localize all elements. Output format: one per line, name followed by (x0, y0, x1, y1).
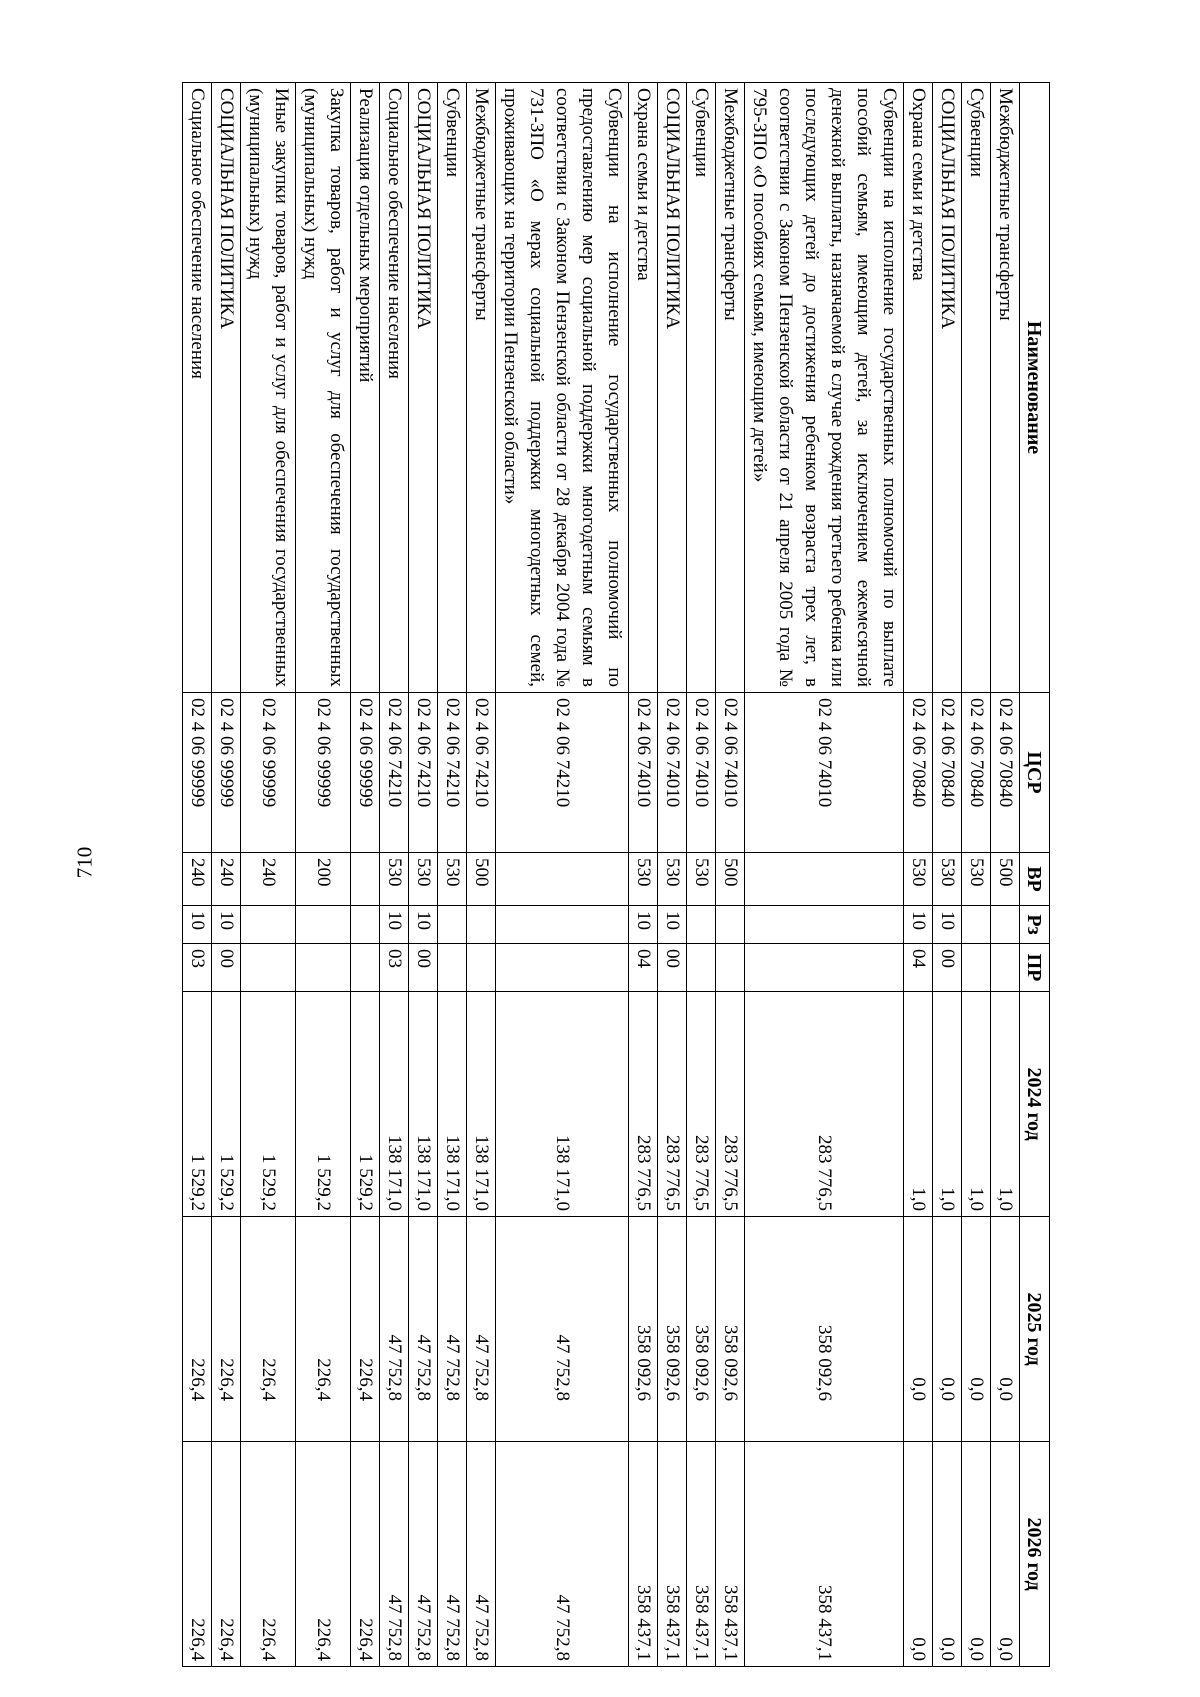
cell-vr: 530 (438, 853, 467, 906)
cell-rz: 10 (409, 906, 438, 944)
cell-y2026: 0,0 (904, 1442, 933, 1667)
table-row (658, 83, 687, 1667)
cell-rz: 10 (904, 906, 933, 944)
table-row (687, 83, 716, 1667)
cell-y2026: 0,0 (933, 1442, 962, 1667)
cell-name: Субвенции на исполнение государственных полномочий по выплате пособий семьям, имеющим детей, за исключением ежемесячной денежной выплаты, назначаемой в случае рождения третьего ребенка или последующих детей до достижения ребенком возраста трех лет, в соответствии с Законом Пензенской области от 21 апреля 2005 года № 795-ЗПО «О пособиях семьям, имеющим детей» (745, 83, 904, 693)
cell-csr: 02 4 06 74210 (380, 693, 409, 853)
cell-y2026: 226,4 (183, 1442, 212, 1667)
cell-y2024: 1 529,2 (183, 992, 212, 1217)
cell-y2024: 1,0 (933, 992, 962, 1217)
cell-csr: 02 4 06 74010 (629, 693, 658, 853)
cell-vr: 530 (658, 853, 687, 906)
cell-vr: 530 (687, 853, 716, 906)
table-row (904, 83, 933, 1667)
cell-vr: 530 (933, 853, 962, 906)
cell-y2025: 47 752,8 (380, 1217, 409, 1442)
budget-table (182, 82, 1050, 1667)
cell-pr: 04 (904, 944, 933, 992)
table-row (991, 83, 1020, 1667)
cell-name: СОЦИАЛЬНАЯ ПОЛИТИКА (212, 83, 241, 693)
cell-rz (991, 906, 1020, 944)
cell-pr (438, 944, 467, 992)
cell-name: Закупка товаров, работ и услуг для обеспечения государственных (муниципальных) нужд (296, 83, 351, 693)
cell-rz (962, 906, 991, 944)
cell-vr: 240 (212, 853, 241, 906)
cell-csr: 02 4 06 74210 (496, 693, 629, 853)
page-number (74, 846, 96, 878)
cell-rz: 10 (629, 906, 658, 944)
table-row (467, 83, 496, 1667)
cell-rz (351, 906, 380, 944)
table-row (380, 83, 409, 1667)
cell-vr: 530 (380, 853, 409, 906)
cell-rz: 10 (380, 906, 409, 944)
cell-name: Социальное обеспечение населения (380, 83, 409, 693)
cell-pr (745, 944, 904, 992)
cell-name: Охрана семьи и детства (904, 83, 933, 693)
cell-name: Межбюджетные трансферты (467, 83, 496, 693)
table-row (296, 83, 351, 1667)
table-row (962, 83, 991, 1667)
cell-name: Реализация отдельных мероприятий (351, 83, 380, 693)
cell-rz (496, 906, 629, 944)
table-row (241, 83, 296, 1667)
col-header-csr: ЦСР (1020, 693, 1050, 853)
cell-pr (687, 944, 716, 992)
col-header-vr: ВР (1020, 853, 1050, 906)
cell-y2025: 0,0 (962, 1217, 991, 1442)
cell-name: Межбюджетные трансферты (991, 83, 1020, 693)
cell-vr: 500 (991, 853, 1020, 906)
cell-y2025: 226,4 (351, 1217, 380, 1442)
cell-name: Субвенции (438, 83, 467, 693)
cell-y2024: 138 171,0 (467, 992, 496, 1217)
cell-y2026: 358 437,1 (629, 1442, 658, 1667)
col-header-2025: 2025 год (1020, 1217, 1050, 1442)
cell-y2025: 0,0 (904, 1217, 933, 1442)
cell-pr: 00 (409, 944, 438, 992)
cell-y2024: 138 171,0 (496, 992, 629, 1217)
cell-pr: 00 (933, 944, 962, 992)
cell-y2026: 47 752,8 (409, 1442, 438, 1667)
table-row (438, 83, 467, 1667)
cell-pr (716, 944, 745, 992)
cell-y2025: 47 752,8 (467, 1217, 496, 1442)
cell-csr: 02 4 06 74210 (467, 693, 496, 853)
cell-y2024: 1,0 (991, 992, 1020, 1217)
cell-y2024: 1,0 (962, 992, 991, 1217)
cell-y2026: 226,4 (351, 1442, 380, 1667)
cell-y2026: 0,0 (962, 1442, 991, 1667)
cell-y2024: 1 529,2 (351, 992, 380, 1217)
cell-csr: 02 4 06 74010 (687, 693, 716, 853)
cell-y2024: 1 529,2 (241, 992, 296, 1217)
cell-vr: 530 (962, 853, 991, 906)
cell-rz (438, 906, 467, 944)
cell-rz (687, 906, 716, 944)
cell-y2025: 47 752,8 (409, 1217, 438, 1442)
cell-y2025: 358 092,6 (745, 1217, 904, 1442)
cell-pr: 04 (629, 944, 658, 992)
cell-csr: 02 4 06 70840 (962, 693, 991, 853)
budget-table-rotated (130, 82, 1050, 1666)
cell-vr (351, 853, 380, 906)
cell-y2026: 358 437,1 (687, 1442, 716, 1667)
cell-rz (467, 906, 496, 944)
cell-csr: 02 4 06 70840 (991, 693, 1020, 853)
cell-y2024: 138 171,0 (409, 992, 438, 1217)
cell-rz (745, 906, 904, 944)
cell-name: Субвенции на исполнение государственных полномочий по предоставлению мер социальной поддержки многодетным семьям в соответствии с Законом Пензенской области от 28 декабря 2004 года № 731-ЗПО «О мерах социальной поддержки многодетных семей, проживающих на территории Пензенской области» (496, 83, 629, 693)
cell-csr: 02 4 06 74210 (409, 693, 438, 853)
cell-rz: 10 (658, 906, 687, 944)
cell-y2024: 283 776,5 (658, 992, 687, 1217)
cell-y2026: 0,0 (991, 1442, 1020, 1667)
cell-csr: 02 4 06 74010 (658, 693, 687, 853)
cell-csr: 02 4 06 99999 (183, 693, 212, 853)
table-row (409, 83, 438, 1667)
cell-pr (241, 944, 296, 992)
cell-pr: 03 (183, 944, 212, 992)
cell-y2024: 1 529,2 (212, 992, 241, 1217)
cell-vr: 500 (467, 853, 496, 906)
cell-y2026: 358 437,1 (716, 1442, 745, 1667)
cell-y2026: 226,4 (212, 1442, 241, 1667)
cell-rz: 10 (183, 906, 212, 944)
cell-pr: 00 (212, 944, 241, 992)
table-row (183, 83, 212, 1667)
cell-csr: 02 4 06 99999 (296, 693, 351, 853)
cell-pr (296, 944, 351, 992)
cell-name: СОЦИАЛЬНАЯ ПОЛИТИКА (933, 83, 962, 693)
table-row (933, 83, 962, 1667)
cell-y2025: 226,4 (212, 1217, 241, 1442)
cell-y2025: 358 092,6 (687, 1217, 716, 1442)
cell-name: Иные закупки товаров, работ и услуг для обеспечения государственных (муниципальных) нужд (241, 83, 296, 693)
table-body (183, 83, 1020, 1667)
col-header-name: Наименование (1020, 83, 1050, 693)
cell-pr (467, 944, 496, 992)
cell-csr: 02 4 06 99999 (212, 693, 241, 853)
cell-y2026: 47 752,8 (438, 1442, 467, 1667)
col-header-2024: 2024 год (1020, 992, 1050, 1217)
cell-y2026: 47 752,8 (380, 1442, 409, 1667)
cell-y2025: 0,0 (991, 1217, 1020, 1442)
cell-csr: 02 4 06 99999 (241, 693, 296, 853)
cell-csr: 02 4 06 99999 (351, 693, 380, 853)
cell-y2024: 138 171,0 (438, 992, 467, 1217)
cell-y2024: 1,0 (904, 992, 933, 1217)
cell-pr (351, 944, 380, 992)
col-header-rz: Рз (1020, 906, 1050, 944)
cell-name: Охрана семьи и детства (629, 83, 658, 693)
col-header-2026: 2026 год (1020, 1442, 1050, 1667)
cell-pr (962, 944, 991, 992)
cell-y2024: 283 776,5 (629, 992, 658, 1217)
cell-y2026: 226,4 (296, 1442, 351, 1667)
cell-name: Субвенции (962, 83, 991, 693)
cell-y2026: 47 752,8 (496, 1442, 629, 1667)
cell-y2024: 1 529,2 (296, 992, 351, 1217)
cell-csr: 02 4 06 70840 (904, 693, 933, 853)
col-header-pr: ПР (1020, 944, 1050, 992)
table-row (629, 83, 658, 1667)
cell-y2025: 226,4 (183, 1217, 212, 1442)
cell-y2025: 226,4 (241, 1217, 296, 1442)
cell-y2025: 47 752,8 (438, 1217, 467, 1442)
cell-y2026: 226,4 (241, 1442, 296, 1667)
cell-vr: 530 (904, 853, 933, 906)
cell-name: Субвенции (687, 83, 716, 693)
cell-y2025: 358 092,6 (629, 1217, 658, 1442)
cell-rz: 10 (933, 906, 962, 944)
table-row (212, 83, 241, 1667)
cell-y2024: 283 776,5 (687, 992, 716, 1217)
cell-y2024: 283 776,5 (716, 992, 745, 1217)
cell-csr: 02 4 06 74010 (716, 693, 745, 853)
cell-csr: 02 4 06 74010 (745, 693, 904, 853)
cell-vr (496, 853, 629, 906)
cell-vr: 200 (296, 853, 351, 906)
cell-csr: 02 4 06 70840 (933, 693, 962, 853)
cell-vr: 500 (716, 853, 745, 906)
page-number-text: 710 (72, 846, 97, 878)
cell-y2024: 283 776,5 (745, 992, 904, 1217)
cell-vr (745, 853, 904, 906)
cell-y2026: 358 437,1 (745, 1442, 904, 1667)
cell-y2026: 358 437,1 (658, 1442, 687, 1667)
cell-vr: 240 (183, 853, 212, 906)
table-row (351, 83, 380, 1667)
cell-name: СОЦИАЛЬНАЯ ПОЛИТИКА (658, 83, 687, 693)
cell-pr: 03 (380, 944, 409, 992)
table-row (716, 83, 745, 1667)
table-row (745, 83, 904, 1667)
cell-pr: 00 (658, 944, 687, 992)
cell-y2024: 138 171,0 (380, 992, 409, 1217)
cell-name: Межбюджетные трансферты (716, 83, 745, 693)
cell-name: СОЦИАЛЬНАЯ ПОЛИТИКА (409, 83, 438, 693)
cell-y2025: 47 752,8 (496, 1217, 629, 1442)
cell-rz (716, 906, 745, 944)
cell-pr (991, 944, 1020, 992)
cell-rz: 10 (212, 906, 241, 944)
cell-y2026: 47 752,8 (467, 1442, 496, 1667)
cell-y2025: 358 092,6 (658, 1217, 687, 1442)
cell-vr: 530 (629, 853, 658, 906)
cell-csr: 02 4 06 74210 (438, 693, 467, 853)
cell-vr: 240 (241, 853, 296, 906)
cell-y2025: 358 092,6 (716, 1217, 745, 1442)
cell-rz (241, 906, 296, 944)
table-row (496, 83, 629, 1667)
cell-rz (296, 906, 351, 944)
cell-vr: 530 (409, 853, 438, 906)
cell-pr (496, 944, 629, 992)
cell-y2025: 0,0 (933, 1217, 962, 1442)
table-header-row (1020, 83, 1050, 1667)
cell-name: Социальное обеспечение населения (183, 83, 212, 693)
cell-y2025: 226,4 (296, 1217, 351, 1442)
